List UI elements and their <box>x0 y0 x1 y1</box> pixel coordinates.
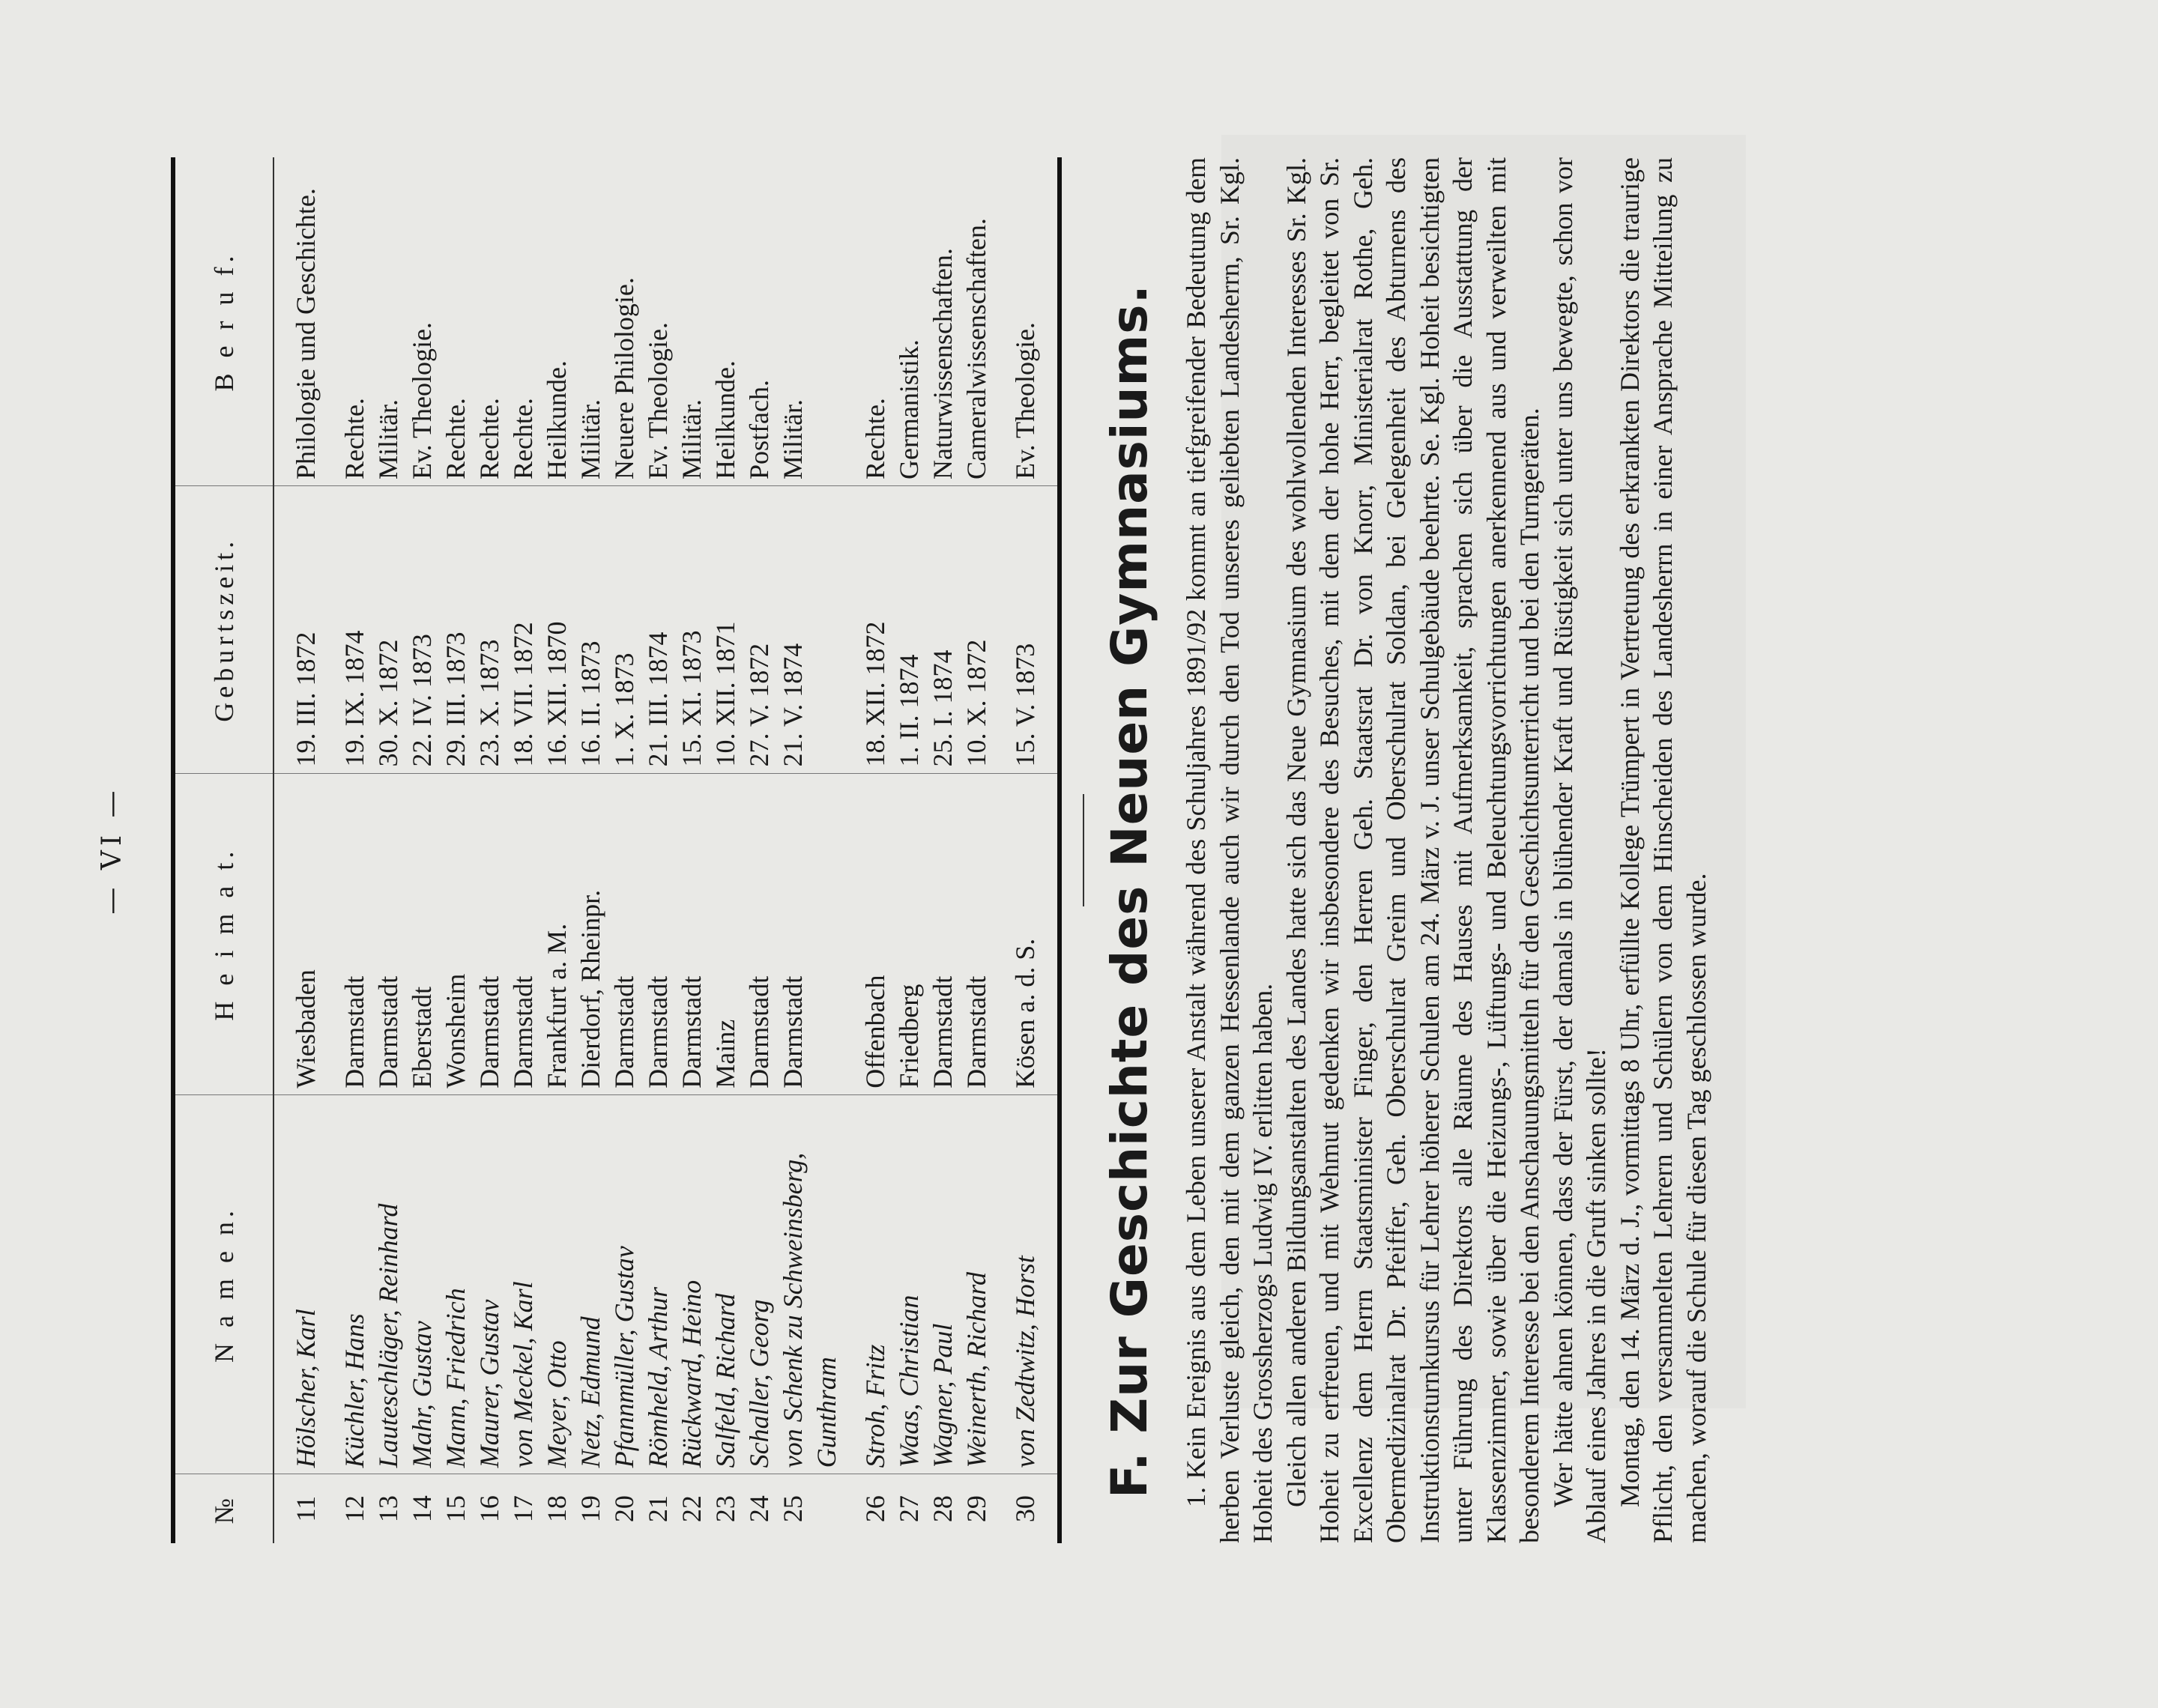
cell-beruf: Neuere Philologie. <box>609 277 639 480</box>
cell-number: 13 <box>372 1474 405 1543</box>
cell-beruf: Rechte. <box>860 398 890 480</box>
cell-name: Mann, Friedrich <box>439 1094 473 1474</box>
cell-name: Maurer, Gustav <box>473 1094 507 1474</box>
cell-heimat: Wonsheim <box>439 773 473 1094</box>
cell-birthdate: 19. IX. 1874 <box>338 486 372 773</box>
cell-heimat: Darmstadt <box>507 773 540 1094</box>
cell-birthdate: 1. II. 1874 <box>892 486 926 773</box>
cell-birthdate: 21. III. 1874 <box>641 486 675 773</box>
cell-heimat: Darmstadt <box>608 773 641 1094</box>
cell-number: 28 <box>926 1474 960 1543</box>
cell-heimat: Darmstadt <box>641 773 675 1094</box>
cell-heimat: Friedberg <box>892 773 926 1094</box>
cell-birthdate: 23. X. 1873 <box>473 486 507 773</box>
cell-name: Küchler, Hans <box>338 1094 372 1474</box>
table-row <box>743 157 776 1543</box>
cell-name: von Schenk zu Schweinsberg, Gunthram <box>776 1094 844 1474</box>
row-spacer <box>994 157 1009 1543</box>
paragraph-3: Wer hätte ahnen können, dass der Fürst, der damals in blühender Kraft und Rüstigkeit sich unter uns bewegte, schon vor Ablauf eines Jahres in die Gruft sinken sollte! <box>1547 157 1611 1543</box>
cell-number: 19 <box>574 1474 608 1543</box>
header-beruf: B e r u f. <box>173 157 273 486</box>
cell-heimat: Kösen a. d. S. <box>1009 773 1060 1094</box>
cell-number: 27 <box>892 1474 926 1543</box>
cell-birthdate: 22. IV. 1873 <box>405 486 439 773</box>
cell-name: von Zedtwitz, Horst <box>1009 1094 1060 1474</box>
cell-name: Lauteschläger, Reinhard <box>372 1094 405 1474</box>
cell-birthdate: 27. V. 1872 <box>743 486 776 773</box>
header-number: № <box>173 1474 273 1543</box>
cell-heimat: Darmstadt <box>743 773 776 1094</box>
table-row <box>439 157 473 1543</box>
cell-number: 30 <box>1009 1474 1060 1543</box>
table-header-row <box>173 157 273 1543</box>
cell-beruf: Heilkunde. <box>710 360 740 480</box>
table-row <box>507 157 540 1543</box>
cell-heimat: Darmstadt <box>926 773 960 1094</box>
table-row <box>473 157 507 1543</box>
cell-number: 26 <box>859 1474 892 1543</box>
cell-name: Pfannmüller, Gustav <box>608 1094 641 1474</box>
cell-name: Netz, Edmund <box>574 1094 608 1474</box>
cell-birthdate: 25. I. 1874 <box>926 486 960 773</box>
cell-beruf: Heilkunde. <box>542 360 572 480</box>
cell-heimat: Frankfurt a. M. <box>540 773 574 1094</box>
cell-number: 14 <box>405 1474 439 1543</box>
cell-name: Rückward, Heino <box>675 1094 709 1474</box>
cell-number: 23 <box>709 1474 743 1543</box>
cell-beruf: Ev. Theologie. <box>407 322 437 480</box>
page-number: — VI — <box>97 786 127 915</box>
table-row <box>675 157 709 1543</box>
cell-beruf: Rechte. <box>508 398 538 480</box>
cell-beruf: Rechte. <box>474 398 504 480</box>
table-row <box>574 157 608 1543</box>
cell-beruf: Rechte. <box>339 398 369 480</box>
cell-beruf: Ev. Theologie. <box>643 322 673 480</box>
cell-name: Stroh, Fritz <box>859 1094 892 1474</box>
cell-beruf: Postfach. <box>744 380 774 480</box>
cell-name: Schaller, Georg <box>743 1094 776 1474</box>
row-spacer <box>844 157 859 1543</box>
table-row <box>372 157 405 1543</box>
row-spacer <box>323 157 338 1543</box>
section-title: F. Zur Geschichte des Neuen Gymnasiums. <box>1101 284 1158 1498</box>
cell-heimat: Mainz <box>709 773 743 1094</box>
cell-birthdate: 16. II. 1873 <box>574 486 608 773</box>
cell-beruf: Rechte. <box>441 398 471 480</box>
table-row <box>776 157 844 1543</box>
cell-beruf: Germanistik. <box>894 339 924 480</box>
table-row <box>338 157 372 1543</box>
cell-beruf: Militär. <box>778 399 808 480</box>
cell-birthdate: 29. III. 1873 <box>439 486 473 773</box>
cell-heimat: Darmstadt <box>372 773 405 1094</box>
cell-birthdate: 15. V. 1873 <box>1009 486 1060 773</box>
cell-number: 18 <box>540 1474 574 1543</box>
cell-number: 12 <box>338 1474 372 1543</box>
table-row <box>960 157 994 1543</box>
cell-birthdate: 21. V. 1874 <box>776 486 844 773</box>
cell-heimat: Wiesbaden <box>273 773 323 1094</box>
cell-birthdate: 18. XII. 1872 <box>859 486 892 773</box>
cell-number: 22 <box>675 1474 709 1543</box>
cell-beruf: Militär. <box>373 399 403 480</box>
cell-heimat: Eberstadt <box>405 773 439 1094</box>
cell-heimat: Dierdorf, Rheinpr. <box>574 773 608 1094</box>
table-row <box>859 157 892 1543</box>
cell-beruf: Militär. <box>677 399 707 480</box>
cell-number: 16 <box>473 1474 507 1543</box>
cell-name: von Meckel, Karl <box>507 1094 540 1474</box>
cell-heimat: Darmstadt <box>675 773 709 1094</box>
cell-number: 25 <box>776 1474 844 1543</box>
cell-beruf: Philologie und Geschichte. <box>291 188 321 480</box>
cell-number: 15 <box>439 1474 473 1543</box>
cell-heimat: Darmstadt <box>776 773 844 1094</box>
cell-heimat: Darmstadt <box>338 773 372 1094</box>
paragraph-1: 1. Kein Ereignis aus dem Leben unserer Anstalt während des Schuljahres 1891/92 kommt an tiefgreifender Bedeutung dem herben Verluste gleich, den mit dem ganzen Hessenlande auch wir durch den Tod unseres geliebten Landesherrn, Sr. Kgl. Hoheit des Grossherzogs Ludwig IV. erlitten haben. <box>1181 157 1278 1543</box>
cell-birthdate: 19. III. 1872 <box>273 486 323 773</box>
cell-name: Salfeld, Richard <box>709 1094 743 1474</box>
cell-birthdate: 16. XII. 1870 <box>540 486 574 773</box>
graduates-table <box>171 157 1062 1543</box>
cell-name: Mahr, Gustav <box>405 1094 439 1474</box>
table-row <box>540 157 574 1543</box>
cell-birthdate: 18. VII. 1872 <box>507 486 540 773</box>
cell-name: Waas, Christian <box>892 1094 926 1474</box>
table-row <box>273 157 323 1543</box>
cell-name: Wagner, Paul <box>926 1094 960 1474</box>
cell-birthdate: 10. X. 1872 <box>960 486 994 773</box>
table-row <box>608 157 641 1543</box>
table-row <box>641 157 675 1543</box>
cell-heimat: Darmstadt <box>960 773 994 1094</box>
cell-name: Weinerth, Richard <box>960 1094 994 1474</box>
header-heimat: H e i m a t. <box>173 773 273 1094</box>
cell-number: 11 <box>273 1474 323 1543</box>
cell-heimat: Darmstadt <box>473 773 507 1094</box>
cell-beruf: Militär. <box>575 399 605 480</box>
cell-number: 20 <box>608 1474 641 1543</box>
cell-name: Meyer, Otto <box>540 1094 574 1474</box>
cell-birthdate: 15. XI. 1873 <box>675 486 709 773</box>
cell-number: 17 <box>507 1474 540 1543</box>
cell-beruf: Cameralwissenschaften. <box>961 218 991 480</box>
cell-number: 21 <box>641 1474 675 1543</box>
rotated-page-content <box>97 157 2031 1543</box>
section-divider <box>1083 794 1084 906</box>
section-body <box>1179 157 1713 1543</box>
cell-birthdate: 10. XII. 1871 <box>709 486 743 773</box>
table-row <box>892 157 926 1543</box>
table-row <box>1009 157 1060 1543</box>
paragraph-2: Gleich allen anderen Bildungsanstalten des Landes hatte sich das Neue Gymnasium des wohlwollenden Interesses Sr. Kgl. Hoheit zu erfreuen, und mit Wehmut gedenken wir insbesondere des Besuches, mit dem der hohe Herr, begleitet von Sr. Excellenz dem Herrn Staatsminister Finger, den Herren Geh. Staatsrat Dr. von Knorr, Ministerialrat Rothe, Geh. Obermedizinalrat Dr. Pfeiffer, Geh. Oberschulrat Greim und Oberschulrat Soldan, bei Gelegenheit des Abturnens des Instruktionsturnkursus für Lehrer höherer Schulen am 24. März v. J. unser Schulgebäude beehrte. Se. Kgl. Hoheit besichtigten unter Führung des Direktors alle Räume des Hauses mit Aufmerksamkeit, sprachen sich über die Ausstattung der Klassenzimmer, sowie über die Heizungs-, Lüftungs- und Beleuchtungsvorrichtungen anerkennend aus und verweilten mit besonderem Interesse bei den Anschauungsmitteln für den Geschichtsunterricht und bei den Turngeräten. <box>1281 157 1544 1543</box>
header-birthdate: Geburtszeit. <box>173 486 273 773</box>
table-row <box>709 157 743 1543</box>
cell-name: Römheld, Arthur <box>641 1094 675 1474</box>
cell-beruf: Naturwissenschaften. <box>928 248 958 480</box>
cell-heimat: Offenbach <box>859 773 892 1094</box>
cell-birthdate: 1. X. 1873 <box>608 486 641 773</box>
cell-number: 24 <box>743 1474 776 1543</box>
cell-name: Hölscher, Karl <box>273 1094 323 1474</box>
table-row <box>926 157 960 1543</box>
header-name: N a m e n. <box>173 1094 273 1474</box>
table-row <box>405 157 439 1543</box>
cell-birthdate: 30. X. 1872 <box>372 486 405 773</box>
cell-beruf: Ev. Theologie. <box>1009 157 1060 486</box>
cell-number: 29 <box>960 1474 994 1543</box>
paragraph-4: Montag, den 14. März d. J., vormittags 8 Uhr, erfüllte Kollege Trümpert in Vertretung des erkrankten Direktors die traurige Pflicht, den versammelten Lehrern und Schülern von dem Hinscheiden des Landesherrn in einer Ansprache Mitteilung zu machen, worauf die Schule für diesen Tag geschlossen wurde. <box>1614 157 1711 1543</box>
